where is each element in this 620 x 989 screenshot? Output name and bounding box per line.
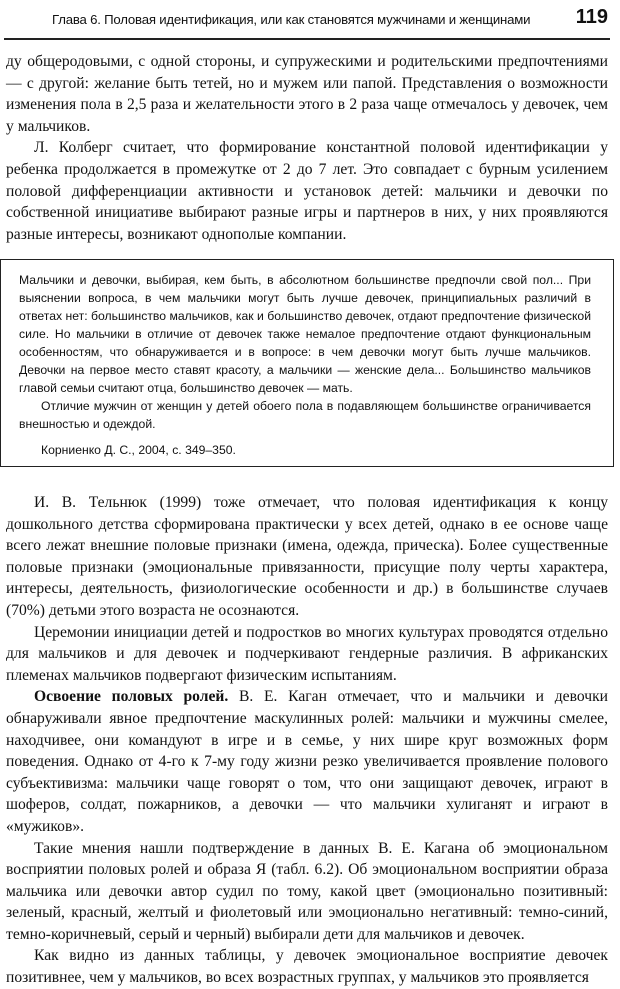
section-heading: Освоение половых ролей. <box>34 688 229 706</box>
quote-paragraph: Отличие мужчин от женщин у детей обоего пола в подавляющем большинстве ограничивается внешностью и одеждой. <box>19 399 591 431</box>
quote-citation: Корниенко Д. С., 2004, с. 349–350. <box>41 443 236 457</box>
paragraph: Такие мнения нашли подтверждение в данных В. Е. Кагана об эмоциональном восприятии половых ролей и образа Я (табл. 6.2). Об эмоциональном восприятии образа мальчика или девочки автор судил по тому, какой цвет (эмоционально позитивный: зеленый, красный, желтый и фиолетовый или эмоционально негативный: темно-синий, темно-коричневый, серый и черный) выбирали дети для мальчиков и девочек. <box>6 839 608 943</box>
paragraph <box>6 686 608 837</box>
page-number: 119 <box>575 6 608 28</box>
header-rule <box>4 38 610 40</box>
paragraph: Церемонии инициации детей и подростков во многих культурах проводятся отдельно для мальчиков и для девочек и подчеркивают гендерные различия. В африканских племенах мальчиков подвергают физическим испытаниям. <box>6 623 608 684</box>
paragraph: Л. Колберг считает, что формирование константной половой идентификации у ребенка продолжается в промежутке от 2 до 7 лет. Это совпадает с бурным усилением половой дифференциации активности и установок детей: мальчики и девочки по собственной инициативе выбирают разные игры и партнеров в них, у них проявляются разные интересы, возникают однополые компании. <box>6 139 608 243</box>
quote-box <box>0 259 614 467</box>
paragraph-text: В. Е. Каган отмечает, что и мальчики и девочки обнаруживали явное предпочтение маскулинных ролей: мальчики и мужчины смелее, находчивее, они командуют в игре и в семье, у них шире круг возможных форм поведения. Однако от 4-го к 7-му году жизни резко увеличивается проявление полового субъективизма: мальчики чаще говорят о том, что они защищают девочек, играют в шоферов, солдат, пожарников, а девочки — что мальчики хулиганят и играют в «мужиков». <box>6 688 608 835</box>
quote-paragraph: Мальчики и девочки, выбирая, кем быть, в абсолютном большинстве предпочли свой пол... При выяснении вопроса, в чем мальчики могут быть лучше девочек, принципиальных различий в ответах нет: большинство мальчиков, как и большинство девочек, отдают предпочтение физической силе. Но мальчики в отличие от девочек также немалое предпочтение отдают функциональным особенностям, что обнаруживается и в вопросе: в чем девочки могут быть лучше мальчиков. Девочки на первое место ставят красоту, а мальчики — женские дела... Большинство мальчиков главой семьи считают отца, большинство девочек — мать. <box>19 273 591 395</box>
paragraph: ду общеродовыми, с одной стороны, и супружескими и родительскими предпочтениями — с другой: желание быть тетей, но и мужем или папой. Представления о возможности изменения пола в 2,5 раза и желательности этого в 2 раза чаще отмечалось у девочек, чем у мальчиков. <box>6 53 608 135</box>
paragraph: И. В. Тельнюк (1999) тоже отмечает, что половая идентификация к концу дошкольного детства сформирована практически у всех детей, однако в ее основе чаще всего лежат внешние половые признаки (имена, одежда, прическа). Более существенные половые признаки (эмоциональные привязанности, присущие полу черты характера, интересы, деятельность, физиологические особенности и др.) в большинстве случаев (70%) детьми этого возраста не осознаются. <box>6 494 608 619</box>
paragraph: Как видно из данных таблицы, у девочек эмоциональное восприятие девочек позитивнее, чем у мальчиков, во всех возрастных группах, у мальчиков это проявляется <box>6 947 608 987</box>
top-text <box>6 51 608 245</box>
running-title: Глава 6. Половая идентификация, или как становятся мужчинами и женщинами <box>52 12 531 27</box>
bottom-text <box>6 492 608 989</box>
page-header <box>0 8 620 42</box>
